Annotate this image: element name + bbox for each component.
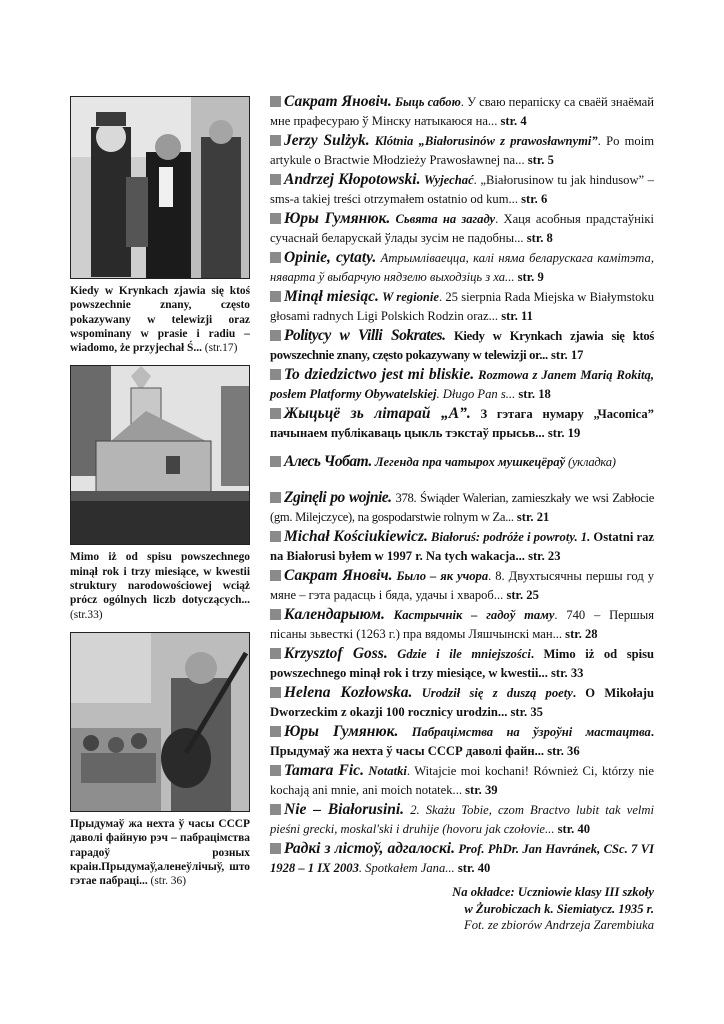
entry-text: . Witajcie moi kochani! Również Ci, którzy nie kochają ani mnie, ani moich notatek... [270, 764, 654, 797]
toc-entry[interactable] [270, 605, 654, 644]
entry-author: Tamara Fic. [284, 762, 364, 779]
entry-author: Юры Гумянюк. [284, 210, 391, 227]
bullet-square-icon [270, 369, 281, 380]
entry-title: Urodził się z duszą poety [421, 686, 573, 700]
entry-author: Радкі з лістоў, адгалоскі. [284, 840, 455, 857]
bullet-square-icon [270, 96, 281, 107]
toc-entry[interactable] [270, 800, 654, 839]
photo-caption-2 [70, 550, 250, 621]
entry-title: Быць сабою [394, 95, 461, 109]
entry-page: str. 35 [510, 705, 543, 719]
photo-caption-1 [70, 284, 250, 355]
bullet-square-icon [270, 570, 281, 581]
bullet-square-icon [270, 174, 281, 185]
caption-text: Прыдумаў жа нехта ў часы СССР даволі файную рэч – пабрацімства гарадоў розных краін.Прыдумаў,аленеўлічыў, што гэтае пабраці... [70, 817, 250, 888]
cover-note-credit: Fot. ze zbiorów Andrzeja Zarembiuka [464, 918, 654, 932]
toc-entry[interactable] [270, 248, 654, 287]
entry-page: str. 40 [557, 822, 591, 836]
entry-text: . 25 sierpnia Rada Miejska w Białymstoku głosami radnych Ligi Polskich Rodzin oraz... [270, 290, 654, 323]
entry-author: Сакрат Яновіч. [284, 93, 392, 110]
entry-text: Ostatni raz na Białorusi byłem w 1997 r. Na tych wakacja... [270, 530, 654, 563]
entry-author: Жыцьцё зь літарай „А”. [284, 405, 471, 422]
entry-author: Алесь Чобат. [284, 453, 372, 470]
entry-title: Кастрычнік – гадоў таму [393, 608, 555, 622]
entry-author: Nie – Białorusini. [284, 801, 405, 818]
bullet-square-icon [270, 408, 281, 419]
toc-entry[interactable] [270, 644, 654, 683]
entry-author: Календарыюм. [284, 606, 385, 623]
entry-page: str. 11 [501, 309, 533, 323]
entry-title: Сьвята на загаду [395, 212, 496, 226]
caption-ref: (str. 36) [150, 875, 186, 888]
entry-author: To dziedzictwo jest mi bliskie. [284, 366, 475, 383]
entry-page: str. 23 [528, 549, 561, 563]
bullet-square-icon [270, 726, 281, 737]
entry-title: Białoruś: podróże i powroty. 1. [431, 530, 591, 544]
entry-title: Prof. PhDr. Jan Havránek, CSc. 7 VI 1928 – 1 IX 2003 [270, 842, 654, 875]
entry-page: str. 28 [565, 627, 598, 641]
entry-text: Kiedy w Krynkach zjawia się ktoś powszechnie znany, często pokazywany w telewizji or... [270, 329, 654, 362]
entry-title: Klótnia „Białorusinów z prawosławnymi” [374, 134, 598, 148]
bullet-square-icon [270, 492, 281, 503]
entry-title: Легенда пра чатырох мушкецёраў [374, 455, 566, 469]
entry-author: Krzysztof Goss. [284, 645, 388, 662]
entry-text: . Po moim artykule o Bractwie Młodzieży Prawosławnej na... [270, 134, 654, 167]
toc-entry[interactable] [270, 452, 654, 472]
spacer [270, 472, 654, 481]
entry-text: . „Białorusinow tu jak hindusow” – sms-a takiej treści otrzymałem ostatnio od kum... [270, 173, 654, 206]
entry-page: str. 25 [506, 588, 539, 602]
cover-note [354, 884, 654, 934]
entry-text: 2. Skażu Tobie, czom Bractvo lubit tak velmi pieśni grecki, moskal'ski i druhije (hovoru jak czołovie... [270, 803, 654, 836]
entry-title: Notatki [368, 764, 407, 778]
guitarist-photo-icon [70, 632, 250, 812]
entry-page: str. 33 [551, 666, 584, 680]
entry-text: . 8. Двухтысячны першы год у мяне – гэта радасць і бяда, удачы і хвароб... [270, 569, 654, 602]
entry-text: 378. Świąder Walerian, zamieszkały we wsi Zabłocie (gm. Milejczyce), na gospodarstwie rolnym w Za... [270, 491, 655, 524]
entry-author: Сакрат Яновіч. [284, 567, 393, 584]
entry-page: str. 40 [457, 861, 491, 875]
entry-text: . У сваю перапіску са сваёй знаёмай мне прафесураю ў Мінску натыкаюся на... [270, 95, 655, 128]
bullet-square-icon [270, 330, 281, 341]
entry-text: . Хаця асобныя прадстаўнікі сучаснай беларускай ўлады зусім не падобны... [270, 212, 655, 245]
left-column [70, 96, 250, 898]
entry-page: str. 18 [518, 387, 551, 401]
entry-author: Michał Kościukiewicz. [284, 528, 428, 545]
entry-author: Helena Kozłowska. [284, 684, 413, 701]
entry-page: str. 36 [547, 744, 580, 758]
caption-text: Mimo iż od spisu powszechnego minął rok i trzy miesiące, w kwestii struktury narodowościowej wciąż prócz ogólnych liczb dotyczących... [70, 551, 250, 607]
entry-title: Rozmowa z Janem Marią Rokitą, posłem Platformy Obywatelskiej [270, 368, 654, 401]
bullet-square-icon [270, 531, 281, 542]
bullet-square-icon [270, 456, 281, 467]
caption-ref: (str.33) [70, 608, 103, 621]
bullet-square-icon [270, 213, 281, 224]
entry-title: Gdzie i ile mniejszości [397, 647, 531, 661]
cover-note-line: w Żurobiczach k. Siemiatycz. 1935 r. [464, 901, 654, 916]
entry-text: Атрымліваецца, калі няма беларускага камітэта, няварта ў выбарчую нядзелю выходзіць з ха... [270, 251, 655, 284]
entry-title: Wyjechać [424, 173, 474, 187]
spacer [270, 443, 654, 452]
entry-page: str. 9 [517, 270, 544, 284]
crowd-photo-icon [70, 96, 250, 279]
entry-author: Юры Гумянюк. [284, 723, 399, 740]
entry-text: . O Mikołaju Dworzeckim z okazji 100 rocznicy urodzin... [270, 686, 655, 719]
toc-entry[interactable] [270, 131, 654, 170]
bullet-square-icon [270, 291, 281, 302]
entry-text: . 740 – Першыя пісаны зьвесткі (1263 г.) пра вядомы Ляшчынскі ман... [270, 608, 654, 641]
toc-entry[interactable] [270, 527, 654, 566]
entry-page: str. 6 [521, 192, 548, 206]
entry-author: Minął miesiąc. [284, 288, 379, 305]
entry-text: З гэтага нумару „Часопіса” пачынаем публікаваць цыкль тэкстаў прысьв... [270, 407, 654, 440]
bullet-square-icon [270, 843, 281, 854]
bullet-square-icon [270, 252, 281, 263]
entry-text: . Mimo iż od spisu powszechnego minął rok i trzy miesiące, w kwestii... [270, 647, 654, 680]
toc-entry[interactable] [270, 170, 654, 209]
toc-entry[interactable] [270, 365, 654, 404]
caption-text: Kiedy w Krynkach zjawia się ktoś powszechnie znany, często pokazywany w telewizji oraz wspominany w prasie i radiu – wiadomo, że przyjechał Ś... [70, 285, 250, 355]
table-of-contents [270, 92, 654, 878]
church-photo-icon [70, 365, 250, 545]
bullet-square-icon [270, 609, 281, 620]
entry-page: str. 21 [516, 510, 550, 524]
entry-title: W regionie [382, 290, 439, 304]
photo-caption-3 [70, 817, 250, 888]
entry-page: str. 19 [547, 426, 581, 440]
entry-page: str. 17 [551, 348, 584, 362]
entry-text: . Spotkałem Jana... [358, 861, 455, 875]
toc-entry[interactable] [270, 209, 654, 248]
entry-text: . Прыдумаў жа нехта ў часы СССР даволі файн... [270, 725, 655, 758]
entry-author: Opinie, cytaty. [284, 249, 377, 266]
toc-entry[interactable] [270, 839, 654, 878]
bullet-square-icon [270, 687, 281, 698]
entry-author: Zginęli po wojnie. [284, 489, 392, 506]
toc-entry[interactable] [270, 566, 654, 605]
entry-text: . Długo Pan s... [436, 387, 516, 401]
bullet-square-icon [270, 804, 281, 815]
caption-ref: (str.17) [204, 342, 238, 355]
entry-page: str. 39 [465, 783, 498, 797]
entry-page: str. 8 [526, 231, 553, 245]
toc-entry[interactable] [270, 722, 654, 761]
bullet-square-icon [270, 135, 281, 146]
entry-author: Jerzy Sulżyk. [284, 132, 370, 149]
entry-text: (укладка) [565, 455, 616, 469]
spacer [270, 481, 654, 488]
cover-note-line: Na okładce: Uczniowie klasy III szkoły [452, 885, 654, 899]
entry-page: str. 4 [500, 114, 527, 128]
entry-page: str. 5 [527, 153, 554, 167]
entry-author: Politycy w Villi Sokrates. [284, 327, 446, 344]
toc-entry[interactable] [270, 326, 654, 365]
bullet-square-icon [270, 648, 281, 659]
toc-entry[interactable] [270, 404, 654, 443]
toc-entry[interactable] [270, 92, 654, 131]
entry-author: Andrzej Kłopotowski. [284, 171, 421, 188]
entry-title: Пабрацімства на ўзроўні мастацтва [411, 725, 651, 739]
toc-entry[interactable] [270, 287, 654, 326]
toc-entry[interactable] [270, 488, 654, 527]
toc-entry[interactable] [270, 761, 654, 800]
toc-entry[interactable] [270, 683, 654, 722]
bullet-square-icon [270, 765, 281, 776]
entry-title: Было – як учора [396, 569, 489, 583]
